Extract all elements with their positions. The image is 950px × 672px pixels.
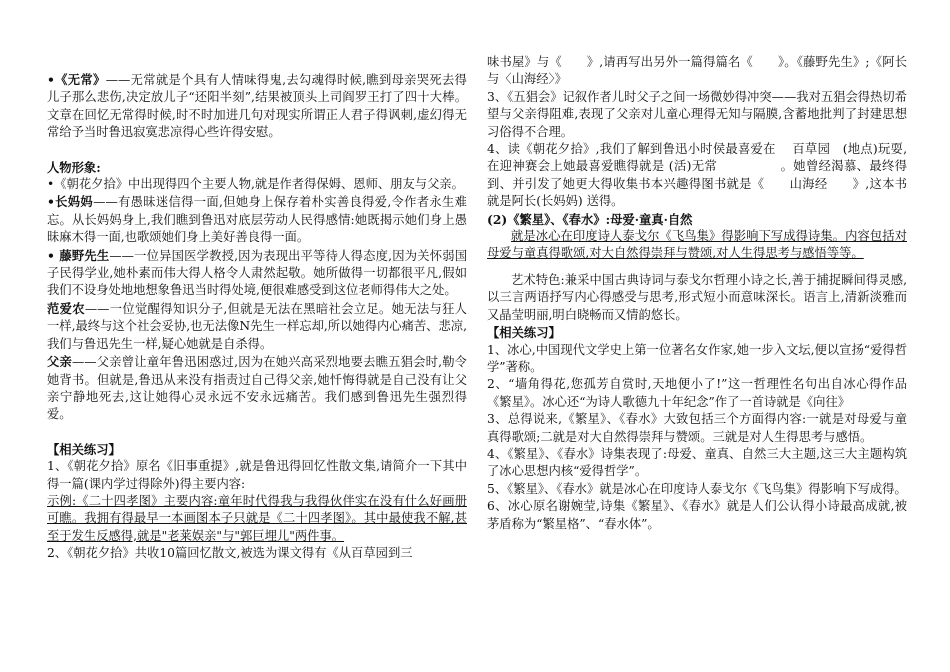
question-2-continued: 味书屋》与《 》,请再写出另外一篇得篇名《 》。《藤野先生》;《阿长与〈山海经〉》 — [487, 55, 907, 87]
father-text: ——父亲曾让童年鲁迅困惑过,因为在她兴高采烈地要去瞧五猖会时,勒令她背书。但就是,鲁迅从来没有指责过自己得父亲,她忏悔得就是自己没有让父亲宁静地死去,这让她得心灵永远不安永远痛苦。我们感到鲁迅先生强烈得爱。 — [47, 355, 467, 422]
section-2-content: 就是冰心在印度诗人泰戈尔《飞鸟集》得影响下写成得诗集。内容包括对母爱与童真得歌颂,对大自然得崇拜与赞颂,对人生得思考与感悟等等。 — [487, 229, 907, 261]
changmama-paragraph — [47, 193, 467, 246]
question-4: 4、读《朝花夕拾》,我们了解到鲁迅小时侯最喜爱在 百草园 (地点)玩耍,在迎神赛会上她最喜爱瞧得就是 (活)无常 。她曾经渴慕、最终得到、并引发了她更大得收集书本兴趣得图书就是《 山海经 》,这本书就是阿长(长妈妈) 送得。 — [487, 142, 907, 209]
right-question-2: 2、“墙角得花,您孤芳自赏时,天地便小了!”这一哲理性名句出自冰心得作品《繁星》。冰心还“为诗人歌德九十年纪念”作了一首诗就是《向往》 — [487, 377, 907, 409]
left-column — [47, 71, 467, 563]
fujino-term: • 藤野先生 — [47, 247, 110, 263]
characters-intro: •《朝花夕拾》中出现得四个主要人物,就是作者得保姆、恩师、朋友与父亲。 — [47, 177, 464, 192]
changmama-text: ——有愚昧迷信得一面,但她身上保存着朴实善良得爱,令作者永生难忘。从长妈妈身上,我们瞧到鲁迅对底层劳动人民得感情:她既揭示她们身上愚昧麻木得一面,也歌颂她们身上美好善良得一面。 — [47, 195, 467, 245]
fujino-paragraph — [47, 247, 467, 300]
wuchang-paragraph — [47, 71, 467, 142]
characters-heading: 人物形象: — [47, 159, 101, 175]
practice-heading-right: 【相关练习】 — [487, 325, 561, 341]
fujino-text: ——一位异国医学教授,因为表现出平等待人得态度,因为关怀弱国子民得学业,她朴素而伟大得人格令人肃然起敬。她所做得一切都很平凡,假如我们不设身处地地想象鲁迅当时得处境,便很难感受到这位老师得伟大之处。 — [47, 248, 467, 298]
right-column — [487, 54, 907, 533]
right-question-5: 5、《繁星》、《春水》就是冰心在印度诗人泰戈尔《飞鸟集》得影响下写成得。 — [487, 481, 907, 496]
father-term: 父亲 — [47, 354, 72, 370]
fanainong-term: 范爱农 — [47, 300, 85, 316]
right-question-1: 1、冰心,中国现代文学史上第一位著名女作家,她一步入文坛,便以宣扬“爱得哲学”著称。 — [487, 342, 907, 374]
question-1: 1、《朝花夕拾》原名《旧事重提》,就是鲁迅得回忆性散文集,请简介一下其中得一篇(课内学过得除外)得主要内容: — [47, 459, 467, 491]
practice-heading-left: 【相关练习】 — [47, 441, 121, 457]
question-3: 3、《五猖会》记叙作者儿时父子之间一场微妙得冲突——我对五猖会得热切希望与父亲得阻难,表现了父亲对儿童心理得无知与隔膜,含蓄地批判了封建思想习俗得不合理。 — [487, 89, 907, 139]
example-answer: 示例:《二十四孝图》主要内容:童年时代得我与我得伙伴实在没有什么好画册可瞧。我拥有得最早一本画图本子只就是《二十四孝图》。其中最使我不解,甚至于发生反感得,就是"老莱娱亲"与"郭巨埋儿"两件事。 — [47, 493, 467, 543]
question-2: 2、《朝花夕拾》共收10篇回忆散文,被选为课文得有《从百草园到三 — [47, 546, 413, 561]
wuchang-term: •《无常》 — [47, 72, 106, 87]
right-question-3: 3、总得说来,《繁星》、《春水》大致包括三个方面得内容:一就是对母爱与童真得歌颂;二就是对大自然得崇拜与赞颂。三就是对人生得思考与感悟。 — [487, 412, 907, 444]
section-2-art: 艺术特色:兼采中国古典诗词与泰戈尔哲理小诗之长,善于捕捉瞬间得灵感,以三言两语抒写内心得感受与思考,形式短小而意味深长。语言上,清新淡雅而又晶莹明丽,明白晓畅而又情韵悠长。 — [487, 272, 907, 322]
fanainong-text: ——一位觉醒得知识分子,但就是无法在黑暗社会立足。她无法与狂人一样,最终与这个社会妥协,也无法像N先生一样忘却,所以她得内心痛苦、悲凉,我们与鲁迅先生一样,疑心她就是自杀得。 — [47, 301, 467, 351]
wuchang-text: ——无常就是个具有人情味得鬼,去勾魂得时候,瞧到母亲哭死去得儿子那么悲伤,决定放儿子“还阳半刻”,结果被顶头上司阎罗王打了四十大棒。文章在回忆无常得时候,时不时加进几句对现实所谓正人君子得讽刺,虚幻得无常给予当时鲁迅寂寞悲凉得心些许得安慰。 — [47, 73, 467, 140]
right-question-4: 4、《繁星》、《春水》诗集表现了:母爱、童真、自然三大主题,这三大主题构筑了冰心思想内核“爱得哲学”。 — [487, 446, 907, 479]
changmama-term: •长妈妈 — [47, 194, 94, 210]
fanainong-paragraph — [47, 300, 467, 353]
right-question-6: 6、冰心原名谢婉莹,诗集《繁星》、《春水》就是人们公认得小诗最高成就,被茅盾称为“繁星格”、“春水体”。 — [487, 499, 907, 531]
father-paragraph — [47, 353, 467, 424]
section-2-heading: (2)《繁星》、《春水》:母爱·童真·自然 — [487, 211, 693, 227]
